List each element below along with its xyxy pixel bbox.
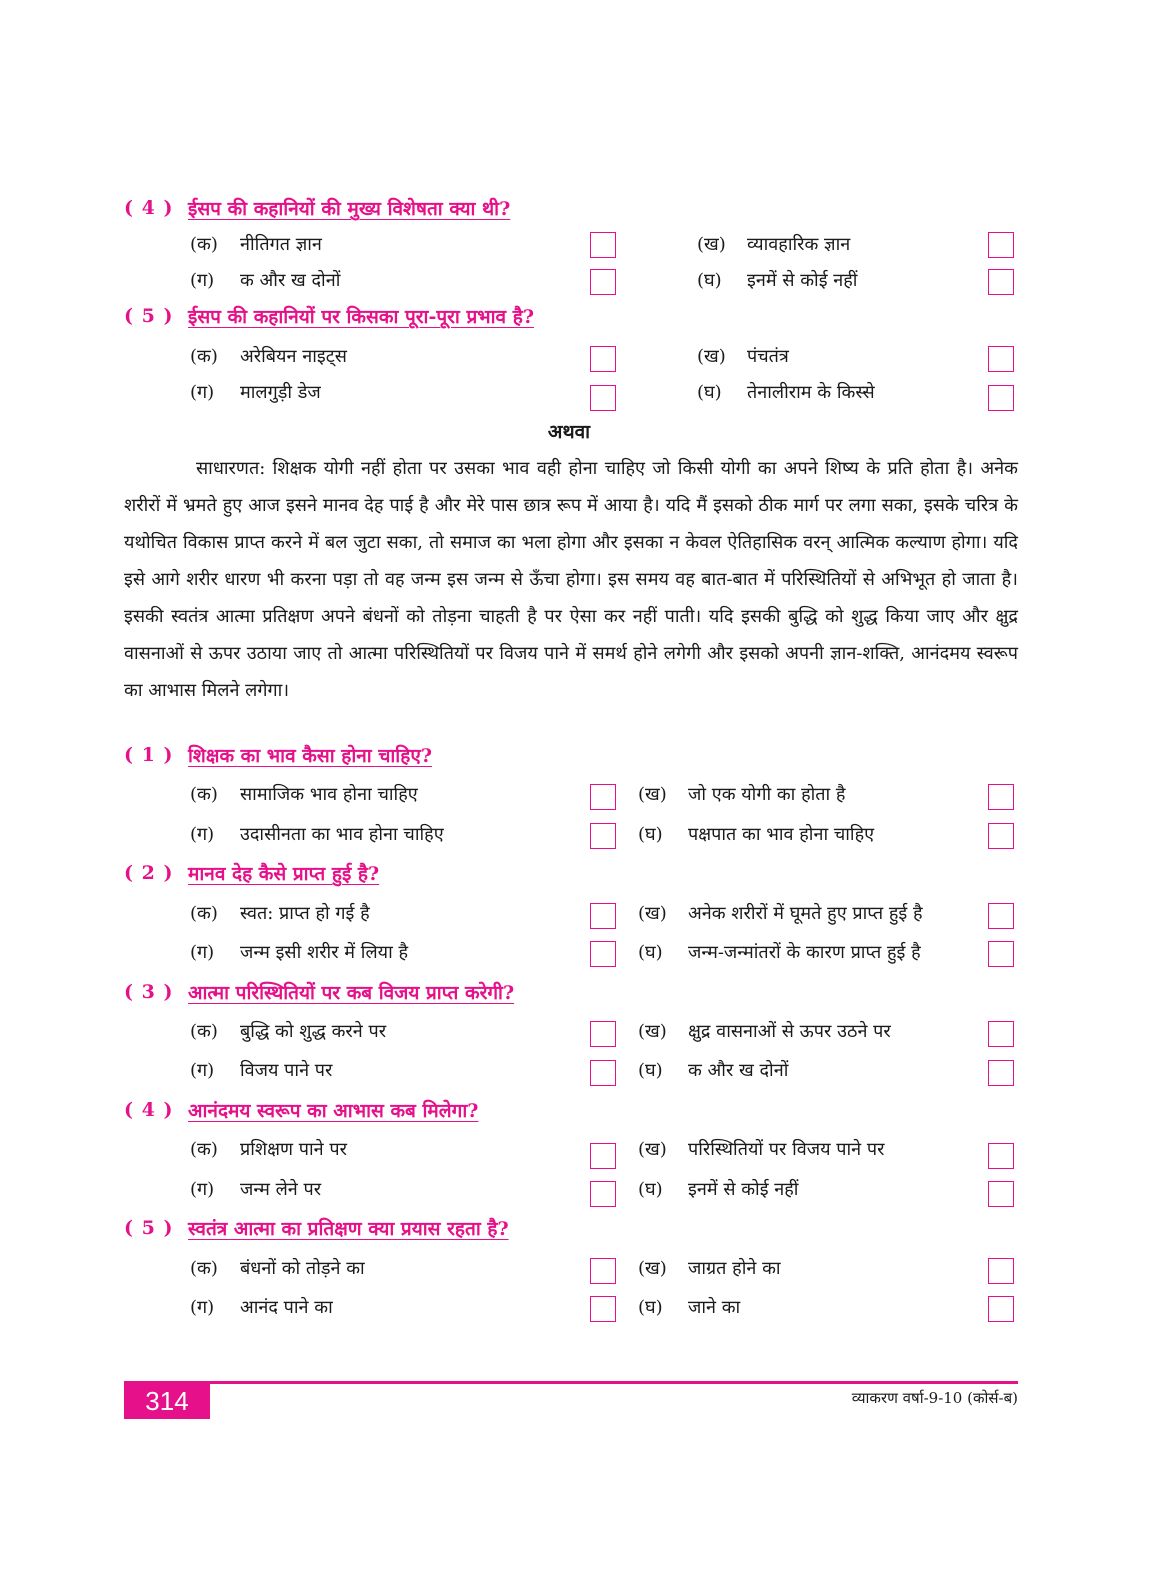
option-text: जन्म-जन्मांतरों के कारण प्राप्त हुई है xyxy=(688,942,921,963)
option-checkbox[interactable] xyxy=(590,269,616,295)
option-text: तेनालीराम के किस्से xyxy=(747,382,875,403)
option-checkbox[interactable] xyxy=(988,1021,1014,1047)
option xyxy=(638,1292,740,1322)
question-number: ( 5 ) xyxy=(124,305,174,327)
option-checkbox[interactable] xyxy=(590,232,616,258)
question-number: ( 1 ) xyxy=(124,744,174,766)
question-text: मानव देह कैसे प्राप्त हुई है? xyxy=(188,863,380,885)
option-checkbox[interactable] xyxy=(988,823,1014,849)
question-header xyxy=(124,1212,509,1244)
option-checkbox[interactable] xyxy=(988,1296,1014,1322)
option xyxy=(638,1174,798,1204)
option-label: (ग) xyxy=(190,824,215,845)
option-label: (ख) xyxy=(697,346,726,367)
option-checkbox[interactable] xyxy=(590,941,616,967)
option xyxy=(190,1253,365,1283)
option-label: (घ) xyxy=(697,382,722,403)
question-number: ( 4 ) xyxy=(124,1099,174,1121)
section-heading: अथवा xyxy=(547,421,591,443)
option-checkbox[interactable] xyxy=(590,346,616,372)
option-text: जन्म इसी शरीर में लिया है xyxy=(240,942,409,963)
option-checkbox[interactable] xyxy=(988,1258,1014,1284)
option xyxy=(638,1253,781,1283)
option xyxy=(697,265,857,295)
option-text: बंधनों को तोड़ने का xyxy=(240,1258,365,1279)
option-label: (क) xyxy=(190,903,218,924)
option-text: पंचतंत्र xyxy=(747,346,789,367)
option-label: (ख) xyxy=(697,234,726,255)
option-checkbox[interactable] xyxy=(590,1143,616,1169)
option-label: (ख) xyxy=(638,903,667,924)
passage xyxy=(124,450,1018,709)
option-text: आनंद पाने का xyxy=(240,1297,333,1318)
option-checkbox[interactable] xyxy=(590,784,616,810)
option-label: (ग) xyxy=(190,1060,215,1081)
option xyxy=(190,819,444,849)
option-text: बुद्धि को शुद्ध करने पर xyxy=(240,1021,387,1042)
option xyxy=(697,229,850,259)
passage-text: साधारणत: शिक्षक योगी नहीं होता पर उसका भाव वही होना चाहिए जो किसी योगी का अपने शिष्य के प्रति होता है। अनेक शरीरों में भ्रमते हुए आज इसने मानव देह पाई है और मेरे पास छात्र रूप में आया है। यदि मैं इसको ठीक मार्ग पर लगा सका, इसके चरित्र के यथोचित विकास प्राप्त करने में बल जुटा सका, तो समाज का भला होगा और इसका न केवल ऐतिहासिक वरन् आत्मिक कल्याण होगा। यदि इसे आगे शरीर धारण भी करना पड़ा तो वह जन्म इस जन्म से ऊँचा होगा। इस समय वह बात-बात में परिस्थितियों से अभिभूत हो जाता है। इसकी स्वतंत्र आत्मा प्रतिक्षण अपने बंधनों को तोड़ना चाहती है पर ऐसा कर नहीं पाती। यदि इसकी बुद्धि को शुद्ध किया जाए और क्षुद्र वासनाओं से ऊपर उठाया जाए तो आत्मा परिस्थितियों पर विजय पाने में समर्थ होने लगेगी और इसको अपनी ज्ञान-शक्ति, आनंदमय स्वरूप का आभास मिलने लगेगा। xyxy=(124,458,1018,701)
option-checkbox[interactable] xyxy=(590,1021,616,1047)
option-label: (ग) xyxy=(190,382,215,403)
option-text: उदासीनता का भाव होना चाहिए xyxy=(240,824,444,845)
option-text: जाग्रत होने का xyxy=(688,1258,781,1279)
option-text: मालगुड़ी डेज xyxy=(240,382,321,403)
option xyxy=(697,377,875,407)
book-title: व्याकरण वर्षा-9-10 (कोर्स-ब) xyxy=(851,1389,1018,1407)
option-text: नीतिगत ज्ञान xyxy=(240,234,322,255)
option xyxy=(190,1292,333,1322)
option xyxy=(190,1055,332,1085)
question-text: स्वतंत्र आत्मा का प्रतिक्षण क्या प्रयास रहता है? xyxy=(188,1218,509,1240)
option-checkbox[interactable] xyxy=(590,1258,616,1284)
option xyxy=(190,229,322,259)
option-text: क और ख दोनों xyxy=(688,1060,789,1081)
option-checkbox[interactable] xyxy=(988,232,1014,258)
option-label: (क) xyxy=(190,1021,218,1042)
question-header xyxy=(124,300,534,332)
option-checkbox[interactable] xyxy=(590,385,616,411)
option xyxy=(638,898,923,928)
option-label: (ग) xyxy=(190,1297,215,1318)
option-text: इनमें से कोई नहीं xyxy=(688,1179,799,1200)
option-label: (घ) xyxy=(697,270,722,291)
question-header xyxy=(124,976,514,1008)
question-header xyxy=(124,739,432,771)
question-text: आनंदमय स्वरूप का आभास कब मिलेगा? xyxy=(188,1100,479,1122)
option-checkbox[interactable] xyxy=(988,1181,1014,1207)
option-label: (ख) xyxy=(638,784,667,805)
option-checkbox[interactable] xyxy=(988,385,1014,411)
option xyxy=(638,779,846,809)
option xyxy=(190,265,340,295)
option-text: स्वत: प्राप्त हो गई है xyxy=(240,903,370,924)
option-label: (घ) xyxy=(638,824,663,845)
option-label: (घ) xyxy=(638,1179,663,1200)
option-text: व्यावहारिक ज्ञान xyxy=(747,234,851,255)
option-checkbox[interactable] xyxy=(590,1181,616,1207)
question-number: ( 5 ) xyxy=(124,1217,174,1239)
option-text: पक्षपात का भाव होना चाहिए xyxy=(688,824,875,845)
option xyxy=(638,937,921,967)
option xyxy=(638,1016,891,1046)
question-header xyxy=(124,192,510,224)
option-checkbox[interactable] xyxy=(988,784,1014,810)
question-header xyxy=(124,1094,478,1126)
option-label: (क) xyxy=(190,1258,218,1279)
option-text: परिस्थितियों पर विजय पाने पर xyxy=(688,1139,885,1160)
option-label: (ग) xyxy=(190,1179,215,1200)
option-text: प्रशिक्षण पाने पर xyxy=(240,1139,347,1160)
option-label: (क) xyxy=(190,1139,218,1160)
option xyxy=(638,1134,884,1164)
option-label: (क) xyxy=(190,234,218,255)
option-checkbox[interactable] xyxy=(590,1296,616,1322)
question-number: ( 4 ) xyxy=(124,197,174,219)
option-checkbox[interactable] xyxy=(988,346,1014,372)
option xyxy=(638,1055,788,1085)
option-checkbox[interactable] xyxy=(590,823,616,849)
option xyxy=(190,779,418,809)
option-label: (घ) xyxy=(638,1297,663,1318)
question-header xyxy=(124,857,379,889)
option xyxy=(638,819,874,849)
option-label: (घ) xyxy=(638,942,663,963)
option-label: (ख) xyxy=(638,1021,667,1042)
option-text: अनेक शरीरों में घूमते हुए प्राप्त हुई है xyxy=(688,903,923,924)
option-label: (क) xyxy=(190,784,218,805)
option-label: (ख) xyxy=(638,1258,667,1279)
option-text: क्षुद्र वासनाओं से ऊपर उठने पर xyxy=(688,1021,891,1042)
page-number: 314 xyxy=(124,1383,210,1419)
option-label: (घ) xyxy=(638,1060,663,1081)
option-checkbox[interactable] xyxy=(988,269,1014,295)
option-text: जो एक योगी का होता है xyxy=(688,784,846,805)
option-text: इनमें से कोई नहीं xyxy=(747,270,858,291)
question-text: ईसप की कहानियों पर किसका पूरा-पूरा प्रभाव है? xyxy=(188,306,534,328)
option-label: (क) xyxy=(190,346,218,367)
option-checkbox[interactable] xyxy=(988,903,1014,929)
question-number: ( 2 ) xyxy=(124,862,174,884)
option-text: विजय पाने पर xyxy=(240,1060,333,1081)
option xyxy=(190,341,347,371)
option-text: क और ख दोनों xyxy=(240,270,341,291)
option xyxy=(190,898,370,928)
option xyxy=(190,377,321,407)
option xyxy=(190,937,408,967)
option xyxy=(190,1174,321,1204)
question-text: आत्मा परिस्थितियों पर कब विजय प्राप्त करेगी? xyxy=(188,982,515,1004)
option-checkbox[interactable] xyxy=(988,1060,1014,1086)
question-number: ( 3 ) xyxy=(124,981,174,1003)
option-text: जन्म लेने पर xyxy=(240,1179,322,1200)
option xyxy=(190,1016,386,1046)
option-text: सामाजिक भाव होना चाहिए xyxy=(240,784,418,805)
option-checkbox[interactable] xyxy=(988,941,1014,967)
option-checkbox[interactable] xyxy=(590,1060,616,1086)
option xyxy=(190,1134,347,1164)
option-text: जाने का xyxy=(688,1297,741,1318)
question-text: शिक्षक का भाव कैसा होना चाहिए? xyxy=(188,745,432,767)
option-label: (ख) xyxy=(638,1139,667,1160)
footer-divider xyxy=(124,1381,1018,1384)
option-text: अरेबियन नाइट्स xyxy=(240,346,347,367)
option-label: (ग) xyxy=(190,270,215,291)
option-checkbox[interactable] xyxy=(590,903,616,929)
question-text: ईसप की कहानियों की मुख्य विशेषता क्या थी? xyxy=(188,198,511,220)
option-checkbox[interactable] xyxy=(988,1143,1014,1169)
option xyxy=(697,341,789,371)
option-label: (ग) xyxy=(190,942,215,963)
